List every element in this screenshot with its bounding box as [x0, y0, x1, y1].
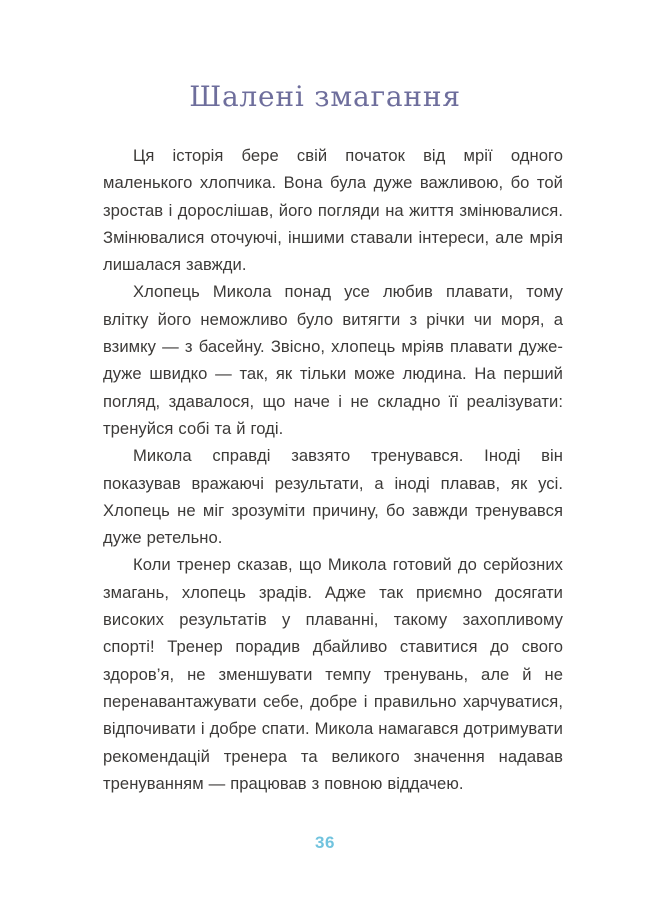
body-text-block: [103, 142, 563, 797]
paragraph: Хлопець Микола понад усе любив плавати, тому влітку його неможливо було витягти з річки чи моря, а взимку — з басейну. Звісно, хлопець мріяв плавати дуже-дуже швидко — так, як тільки може людина. На перший погляд, здавалося, що наче і не складно її реалізувати: тренуйся собі та й годі.: [103, 282, 563, 438]
paragraph: Коли тренер сказав, що Микола готовий до серйозних змагань, хлопець зрадів. Адже так приємно досягати високих результатів у плаванні, такому захопливому спорті! Тренер порадив дбайливо ставитися до свого здоров’я, не зменшувати темпу тренувань, але й не перенавантажувати себе, добре і правильно харчуватися, відпочивати і добре спати. Микола намагався дотримувати рекомендацій тренера та великого значення надавав тренуванням — працював з повною віддачею.: [103, 555, 563, 793]
paragraph: Микола справді завзято тренувався. Іноді він показував вражаючі результати, а іноді плавав, як усі. Хлопець не міг зрозуміти причину, бо завжди тренувався дуже ретельно.: [103, 446, 563, 548]
page-title: Шалені змагання: [189, 80, 461, 113]
paragraph: Ця історія бере свій початок від мрії одного маленького хлопчика. Вона була дуже важливою, бо той зростав і дорослішав, його погляди на життя змінювалися. Змінювалися оточуючі, іншими ставали інтереси, але мрія лишалася завжди.: [103, 146, 563, 275]
page-number: 36: [315, 833, 335, 852]
